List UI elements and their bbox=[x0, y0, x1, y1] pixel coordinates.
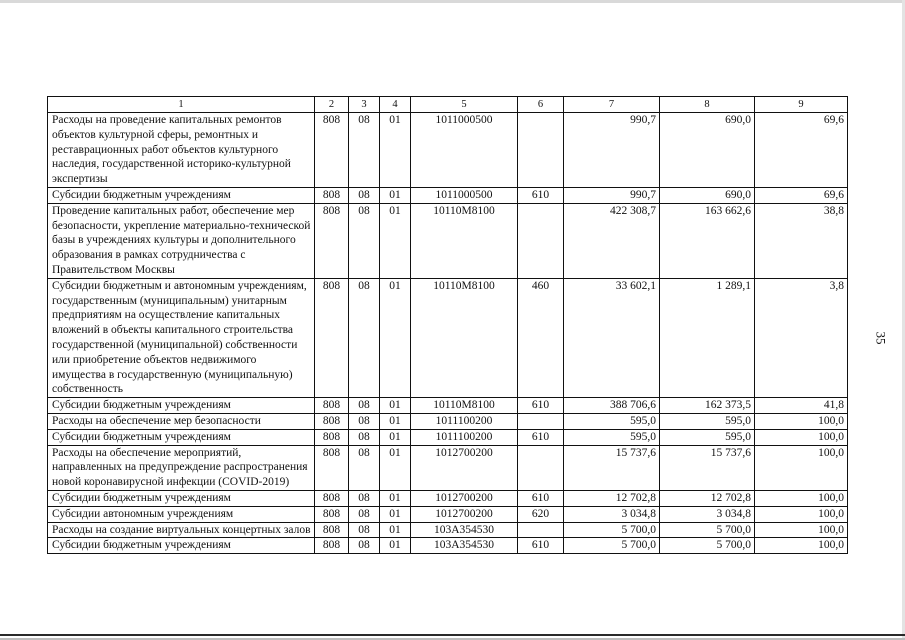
scan-edge-top bbox=[0, 0, 905, 3]
cell-plan: 33 602,1 bbox=[564, 278, 660, 397]
table-row bbox=[48, 538, 848, 554]
cell-section: 08 bbox=[349, 429, 380, 445]
cell-expense-type: 610 bbox=[518, 429, 564, 445]
cell-percent: 69,6 bbox=[755, 187, 848, 203]
cell-section: 08 bbox=[349, 278, 380, 397]
cell-subsection: 01 bbox=[380, 522, 411, 538]
column-header: 6 bbox=[518, 97, 564, 113]
cell-name: Расходы на проведение капитальных ремонтов объектов культурной сферы, ремонтных и реставрационных работ объектов культурного наследия, государственной историко-культурной экспертизы bbox=[48, 113, 315, 188]
cell-percent: 100,0 bbox=[755, 445, 848, 490]
cell-gr-code: 808 bbox=[315, 445, 349, 490]
cell-name: Расходы на создание виртуальных концертных залов bbox=[48, 522, 315, 538]
cell-percent: 3,8 bbox=[755, 278, 848, 397]
cell-expense-type: 620 bbox=[518, 506, 564, 522]
cell-plan: 388 706,6 bbox=[564, 398, 660, 414]
cell-gr-code: 808 bbox=[315, 203, 349, 278]
cell-actual: 162 373,5 bbox=[660, 398, 755, 414]
cell-expense-type bbox=[518, 445, 564, 490]
cell-gr-code: 808 bbox=[315, 506, 349, 522]
column-header: 9 bbox=[755, 97, 848, 113]
cell-target-article: 1012700200 bbox=[411, 490, 518, 506]
table-row bbox=[48, 445, 848, 490]
cell-name: Субсидии бюджетным и автономным учреждениям, государственным (муниципальным) унитарным предприятиям на осуществление капитальных вложений в объекты капитального строительства государственной (муниципальной) собственности или приобретение объектов недвижимого имущества в государственную (муниципальную) собственность bbox=[48, 278, 315, 397]
cell-section: 08 bbox=[349, 506, 380, 522]
table-row bbox=[48, 113, 848, 188]
cell-name: Субсидии автономным учреждениям bbox=[48, 506, 315, 522]
cell-section: 08 bbox=[349, 445, 380, 490]
column-header: 8 bbox=[660, 97, 755, 113]
cell-expense-type bbox=[518, 203, 564, 278]
cell-name: Субсидии бюджетным учреждениям bbox=[48, 490, 315, 506]
table-row bbox=[48, 413, 848, 429]
cell-gr-code: 808 bbox=[315, 538, 349, 554]
table-row bbox=[48, 398, 848, 414]
cell-section: 08 bbox=[349, 398, 380, 414]
cell-plan: 595,0 bbox=[564, 429, 660, 445]
cell-target-article: 1011000500 bbox=[411, 187, 518, 203]
cell-expense-type bbox=[518, 413, 564, 429]
cell-expense-type: 610 bbox=[518, 187, 564, 203]
cell-plan: 595,0 bbox=[564, 413, 660, 429]
budget-table bbox=[47, 96, 848, 554]
cell-actual: 1 289,1 bbox=[660, 278, 755, 397]
cell-percent: 100,0 bbox=[755, 506, 848, 522]
cell-target-article: 1012700200 bbox=[411, 506, 518, 522]
cell-actual: 595,0 bbox=[660, 413, 755, 429]
cell-gr-code: 808 bbox=[315, 490, 349, 506]
cell-section: 08 bbox=[349, 490, 380, 506]
cell-gr-code: 808 bbox=[315, 278, 349, 397]
cell-expense-type: 460 bbox=[518, 278, 564, 397]
table-row bbox=[48, 278, 848, 397]
cell-target-article: 10110M8100 bbox=[411, 398, 518, 414]
header-row bbox=[48, 97, 848, 113]
table-row bbox=[48, 522, 848, 538]
cell-subsection: 01 bbox=[380, 429, 411, 445]
cell-actual: 15 737,6 bbox=[660, 445, 755, 490]
cell-section: 08 bbox=[349, 187, 380, 203]
cell-percent: 100,0 bbox=[755, 429, 848, 445]
cell-percent: 38,8 bbox=[755, 203, 848, 278]
cell-plan: 15 737,6 bbox=[564, 445, 660, 490]
cell-gr-code: 808 bbox=[315, 429, 349, 445]
column-header: 4 bbox=[380, 97, 411, 113]
table-row bbox=[48, 429, 848, 445]
cell-subsection: 01 bbox=[380, 278, 411, 397]
column-header: 1 bbox=[48, 97, 315, 113]
cell-subsection: 01 bbox=[380, 113, 411, 188]
cell-gr-code: 808 bbox=[315, 413, 349, 429]
table-row bbox=[48, 490, 848, 506]
cell-name: Расходы на обеспечение мер безопасности bbox=[48, 413, 315, 429]
column-header: 7 bbox=[564, 97, 660, 113]
cell-plan: 5 700,0 bbox=[564, 522, 660, 538]
cell-section: 08 bbox=[349, 203, 380, 278]
cell-percent: 69,6 bbox=[755, 113, 848, 188]
cell-subsection: 01 bbox=[380, 445, 411, 490]
cell-target-article: 1012700200 bbox=[411, 445, 518, 490]
cell-expense-type: 610 bbox=[518, 538, 564, 554]
cell-actual: 5 700,0 bbox=[660, 538, 755, 554]
cell-plan: 3 034,8 bbox=[564, 506, 660, 522]
cell-percent: 100,0 bbox=[755, 490, 848, 506]
column-header: 2 bbox=[315, 97, 349, 113]
cell-gr-code: 808 bbox=[315, 522, 349, 538]
cell-target-article: 1011000500 bbox=[411, 113, 518, 188]
cell-actual: 595,0 bbox=[660, 429, 755, 445]
cell-percent: 100,0 bbox=[755, 413, 848, 429]
cell-name: Расходы на обеспечение мероприятий, направленных на предупреждение распространения новой коронавирусной инфекции (COVID-2019) bbox=[48, 445, 315, 490]
cell-percent: 100,0 bbox=[755, 538, 848, 554]
cell-name: Субсидии бюджетным учреждениям bbox=[48, 398, 315, 414]
cell-section: 08 bbox=[349, 522, 380, 538]
page-number: 35 bbox=[873, 331, 889, 345]
cell-expense-type bbox=[518, 522, 564, 538]
cell-actual: 690,0 bbox=[660, 113, 755, 188]
table-row bbox=[48, 506, 848, 522]
cell-subsection: 01 bbox=[380, 187, 411, 203]
cell-gr-code: 808 bbox=[315, 187, 349, 203]
cell-percent: 100,0 bbox=[755, 522, 848, 538]
cell-expense-type: 610 bbox=[518, 398, 564, 414]
cell-subsection: 01 bbox=[380, 538, 411, 554]
cell-name: Проведение капитальных работ, обеспечение мер безопасности, укрепление материально-технической базы в учреждениях культуры и дополнительного образования в рамках сотрудничества с Правительством Москвы bbox=[48, 203, 315, 278]
column-header: 5 bbox=[411, 97, 518, 113]
table-row bbox=[48, 203, 848, 278]
cell-name: Субсидии бюджетным учреждениям bbox=[48, 429, 315, 445]
cell-target-article: 10110M8100 bbox=[411, 203, 518, 278]
cell-subsection: 01 bbox=[380, 203, 411, 278]
cell-percent: 41,8 bbox=[755, 398, 848, 414]
cell-section: 08 bbox=[349, 113, 380, 188]
cell-actual: 690,0 bbox=[660, 187, 755, 203]
cell-subsection: 01 bbox=[380, 398, 411, 414]
scan-edge-bottom bbox=[0, 634, 905, 636]
cell-plan: 990,7 bbox=[564, 113, 660, 188]
cell-actual: 3 034,8 bbox=[660, 506, 755, 522]
cell-subsection: 01 bbox=[380, 490, 411, 506]
cell-target-article: 1011100200 bbox=[411, 429, 518, 445]
cell-name: Субсидии бюджетным учреждениям bbox=[48, 538, 315, 554]
cell-actual: 12 702,8 bbox=[660, 490, 755, 506]
cell-plan: 12 702,8 bbox=[564, 490, 660, 506]
cell-target-article: 103A354530 bbox=[411, 538, 518, 554]
table-row bbox=[48, 187, 848, 203]
cell-expense-type: 610 bbox=[518, 490, 564, 506]
cell-section: 08 bbox=[349, 413, 380, 429]
cell-target-article: 10110M8100 bbox=[411, 278, 518, 397]
cell-gr-code: 808 bbox=[315, 113, 349, 188]
cell-actual: 5 700,0 bbox=[660, 522, 755, 538]
cell-expense-type bbox=[518, 113, 564, 188]
cell-actual: 163 662,6 bbox=[660, 203, 755, 278]
cell-subsection: 01 bbox=[380, 413, 411, 429]
cell-target-article: 1011100200 bbox=[411, 413, 518, 429]
cell-plan: 5 700,0 bbox=[564, 538, 660, 554]
cell-gr-code: 808 bbox=[315, 398, 349, 414]
cell-target-article: 103A354530 bbox=[411, 522, 518, 538]
column-header: 3 bbox=[349, 97, 380, 113]
cell-plan: 422 308,7 bbox=[564, 203, 660, 278]
cell-subsection: 01 bbox=[380, 506, 411, 522]
cell-plan: 990,7 bbox=[564, 187, 660, 203]
cell-name: Субсидии бюджетным учреждениям bbox=[48, 187, 315, 203]
cell-section: 08 bbox=[349, 538, 380, 554]
